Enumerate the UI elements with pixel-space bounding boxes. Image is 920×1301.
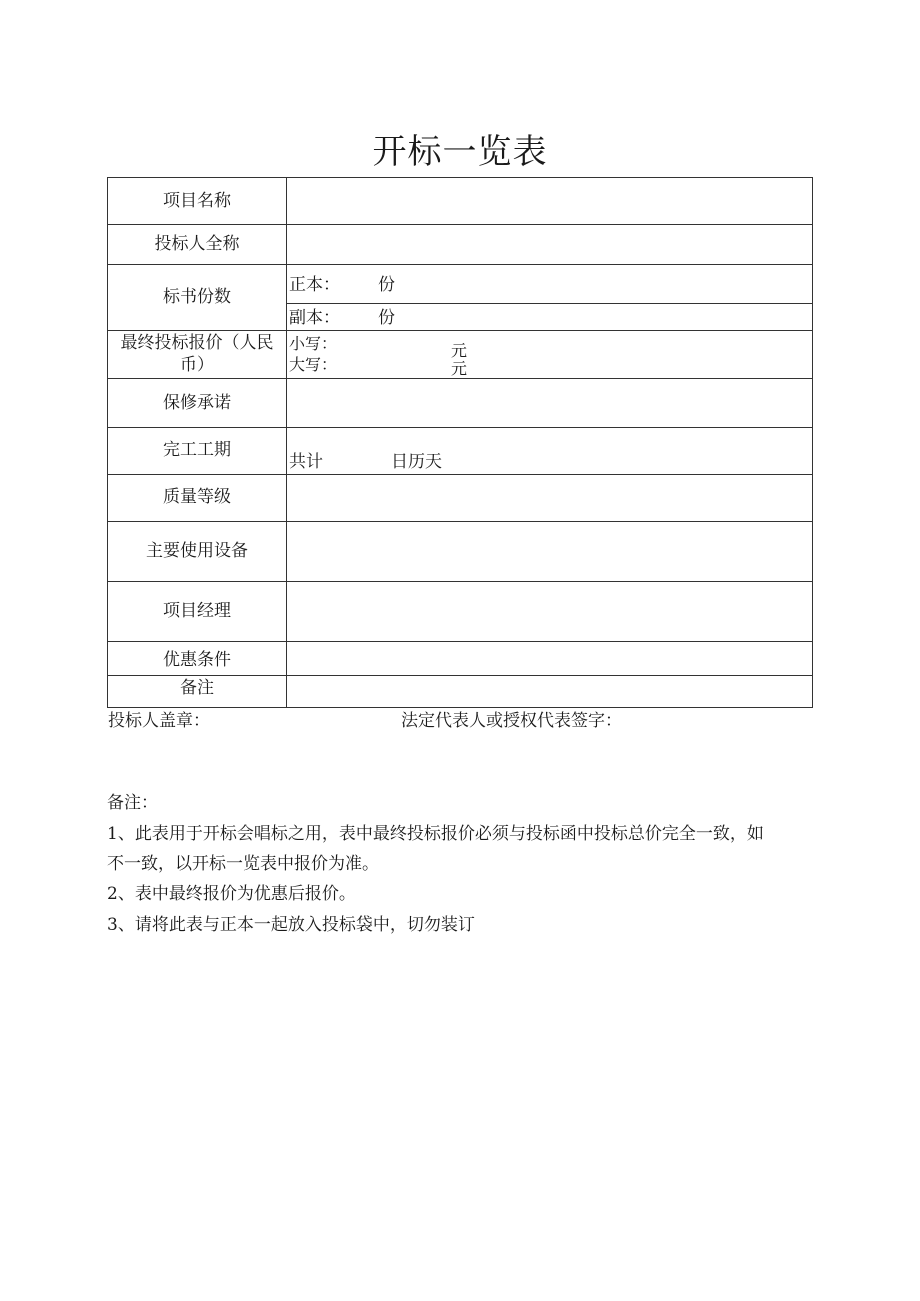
copies-label: 标书份数 bbox=[163, 287, 231, 307]
project-name-field[interactable] bbox=[288, 190, 808, 212]
note-item-1-line1: 1、此表用于开标会唱标之用，表中最终投标报价必须与投标函中投标总价完全一致，如 bbox=[107, 824, 764, 844]
notes-heading: 备注： bbox=[107, 793, 158, 813]
warranty-field[interactable] bbox=[288, 392, 808, 414]
upper-case-unit: 元 bbox=[451, 359, 468, 378]
row-subdivider bbox=[286, 303, 813, 304]
equipment-field[interactable] bbox=[288, 540, 808, 562]
original-copies-unit: 份 bbox=[378, 275, 395, 295]
row-divider bbox=[108, 641, 813, 642]
bidder-name-field[interactable] bbox=[288, 233, 808, 255]
upper-case-label: 大写： bbox=[289, 355, 338, 374]
row-divider bbox=[108, 427, 813, 428]
note-item-2: 2、表中最终报价为优惠后报价。 bbox=[107, 884, 356, 904]
row-divider bbox=[108, 581, 813, 582]
period-prefix: 共计 bbox=[289, 452, 323, 472]
bidder-name-label: 投标人全称 bbox=[154, 234, 240, 254]
column-divider bbox=[286, 178, 287, 708]
original-copies-label: 正本： bbox=[289, 275, 340, 295]
lower-case-label: 小写： bbox=[289, 334, 338, 353]
row-divider bbox=[108, 224, 813, 225]
signer-label: 法定代表人或授权代表签字： bbox=[401, 711, 622, 731]
row-divider bbox=[108, 521, 813, 522]
period-suffix: 日历天 bbox=[391, 452, 442, 472]
duplicate-copies-unit: 份 bbox=[378, 308, 395, 328]
row-divider bbox=[108, 474, 813, 475]
quality-field[interactable] bbox=[288, 486, 808, 508]
final-price-label-line1: 最终投标报价（人民 bbox=[120, 333, 274, 353]
row-divider bbox=[108, 330, 813, 331]
period-label: 完工工期 bbox=[163, 440, 231, 460]
remarks-label: 备注 bbox=[180, 678, 214, 698]
remarks-field[interactable] bbox=[288, 680, 808, 702]
manager-field[interactable] bbox=[288, 600, 808, 622]
bid-opening-table bbox=[107, 177, 813, 708]
note-item-3: 3、请将此表与正本一起放入投标袋中，切勿装订 bbox=[107, 915, 475, 935]
quality-label: 质量等级 bbox=[163, 487, 231, 507]
note-item-1-line2: 不一致，以开标一览表中报价为准。 bbox=[107, 854, 379, 874]
warranty-label: 保修承诺 bbox=[163, 393, 231, 413]
discount-field[interactable] bbox=[288, 649, 808, 671]
row-divider bbox=[108, 264, 813, 265]
duplicate-copies-label: 副本： bbox=[289, 308, 340, 328]
equipment-label: 主要使用设备 bbox=[146, 541, 248, 561]
seal-label: 投标人盖章： bbox=[108, 711, 210, 731]
lower-case-unit: 元 bbox=[451, 341, 468, 360]
page-title: 开标一览表 bbox=[372, 132, 548, 172]
row-divider bbox=[108, 675, 813, 676]
manager-label: 项目经理 bbox=[163, 601, 231, 621]
discount-label: 优惠条件 bbox=[163, 650, 231, 670]
final-price-label-line2: 币） bbox=[180, 355, 214, 375]
project-name-label: 项目名称 bbox=[163, 191, 231, 211]
